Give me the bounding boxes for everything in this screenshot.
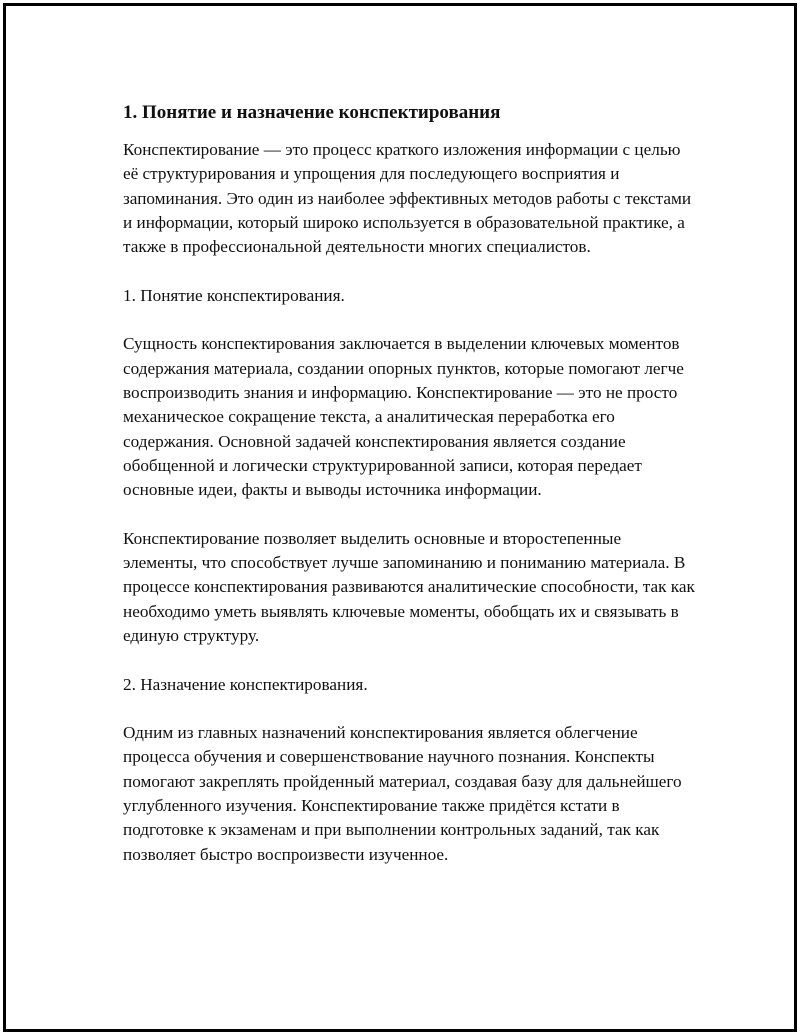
intro-paragraph: Конспектирование — это процесс краткого изложения информации с целью её структурирования и упрощения для последующего восприятия и запоминания. Это один из наиболее эффективных методов работы с текстами и информации, который широко используется в образовательной практике, а также в профессиональной деятельности многих специалистов. (123, 140, 692, 257)
purpose-paragraph: Одним из главных назначений конспектирования является облегчение процесса обучения и совершенствование научного познания. Конспекты помогают закреплять пройденный материал, создавая базу для дальнейшего углубленного изучения. Конспектирование также придётся кстати в подготовке к экзаменам и при выполнении контрольных заданий, так как позволяет быстро воспроизвести изученное. (123, 723, 682, 864)
document-title: 1. Понятие и назначение конспектирования (123, 102, 501, 123)
subheading-concept: 1. Понятие конспектирования. (123, 285, 345, 305)
document-body (123, 101, 698, 867)
concept-paragraph-2: Конспектирование позволяет выделить основные и второстепенные элементы, что способствует лучше запоминанию и пониманию материала. В процессе конспектирования развиваются аналитические способности, так как необходимо уметь выявлять ключевые моменты, обобщать их и связывать в единую структуру. (123, 528, 695, 645)
page-frame (3, 3, 797, 1032)
concept-paragraph-1: Сущность конспектирования заключается в выделении ключевых моментов содержания материала, создании опорных пунктов, которые помогают легче воспроизводить знания и информацию. Конспектирование — это не просто механическое сокращение текста, а аналитическая переработка его содержания. Основной задачей конспектирования является создание обобщенной и логически структурированной записи, которая передает основные идеи, факты и выводы источника информации. (123, 334, 684, 500)
subheading-purpose: 2. Назначение конспектирования. (123, 674, 368, 694)
